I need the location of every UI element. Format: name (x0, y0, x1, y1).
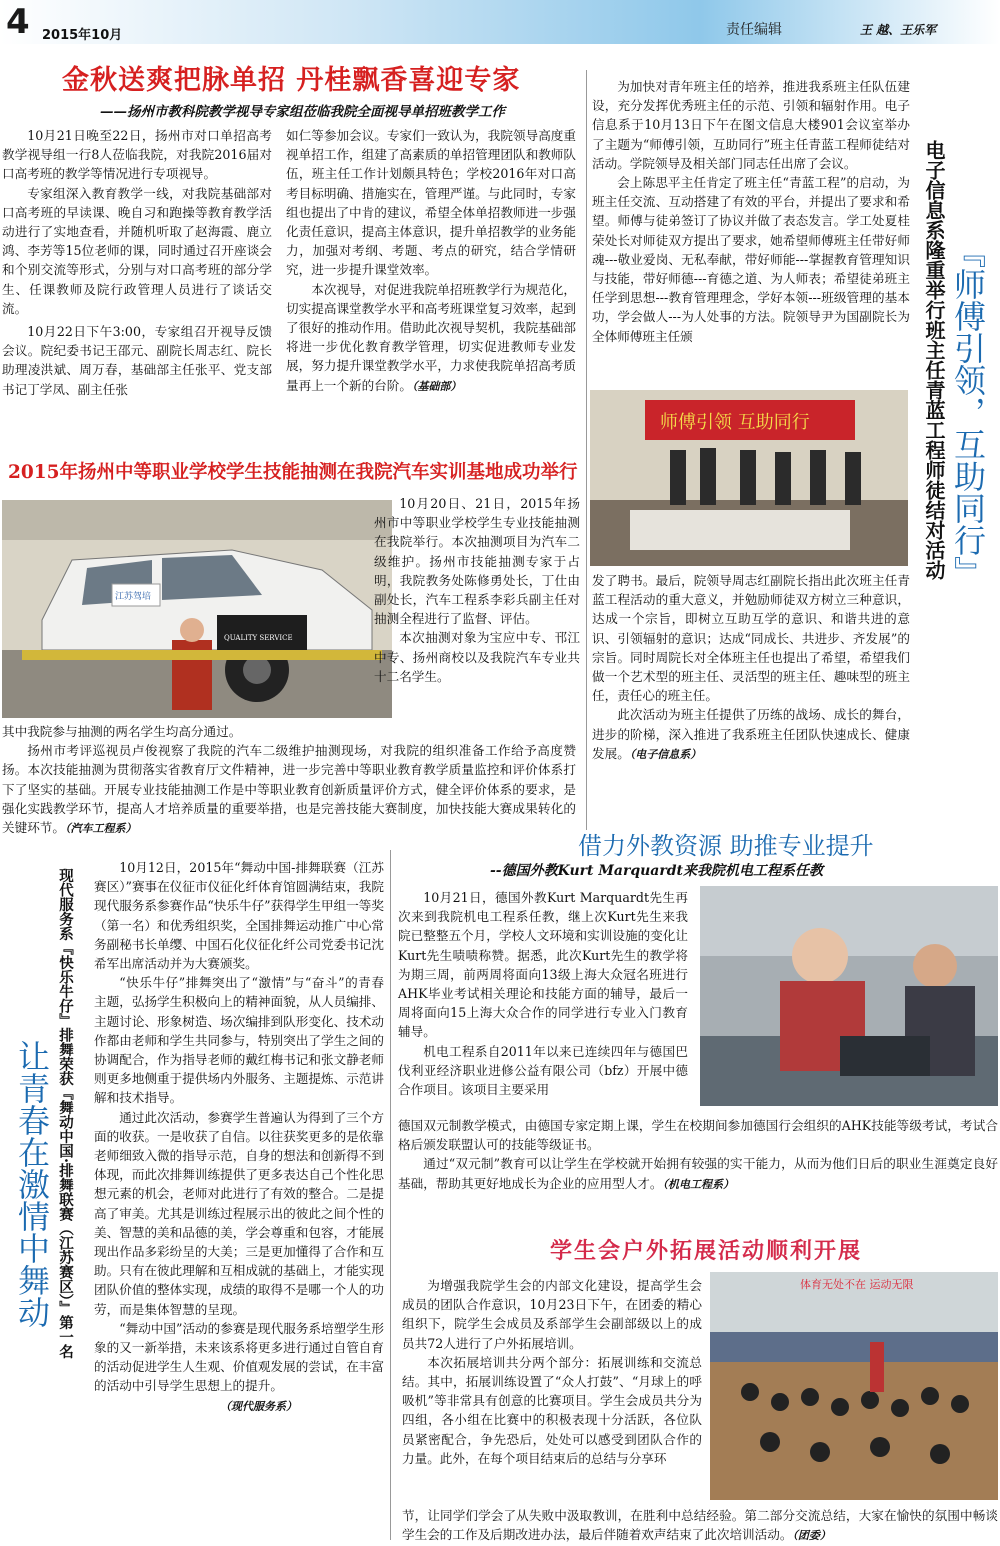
article3-top-text (592, 77, 910, 346)
mentoring-ceremony-photo (590, 390, 908, 566)
article6-column (402, 1276, 702, 1468)
article1-title: 金秋送爽把脉单招 丹桂飘香喜迎专家 (62, 65, 521, 96)
paragraph: 10月20日、21日，2015年扬州市中等职业学校学生专业技能抽测在我院举行。本次抽测项目为汽车二级维护。扬州市技能抽测专家于占明，我院教务处陈修勇处长，丁仕由副处长，汽车工程系李彩兵副主任对抽测全程进行了监督、评估。 (374, 496, 580, 627)
article2-title: 2015年扬州中等职业学校学生技能抽测在我院汽车实训基地成功举行 (8, 462, 578, 483)
article2-signature: （汽车工程系） (64, 822, 137, 836)
article5-signature: （机电工程系） (662, 1177, 734, 1191)
page-header-bar (0, 0, 1000, 44)
article4-vertical-title: 让青春在激情中舞动 (13, 1040, 51, 1328)
article4-vertical-subtitle: 现代服务系『快乐牛仔』排舞荣获『舞动中国·排舞联赛（江苏赛区）』第一名 (57, 868, 74, 1359)
article2-right-column (374, 494, 580, 686)
column-divider (390, 850, 391, 1540)
article4-signature-line (94, 1396, 384, 1416)
paragraph: “舞动中国”活动的参赛是现代服务系培塑学生形象的又一新举措，未来该系将更多进行通过自管自育的活动促进学生人生观、价值观发展的尝试，在丰富的活动中引导学生思想上的提升。 (94, 1320, 384, 1394)
paragraph (402, 1506, 998, 1545)
issue-date: 2015年10月 (42, 28, 123, 43)
teacher-photo-illustration (700, 886, 998, 1106)
paragraph-text: 通过“双元制”教育可以让学生在学校就开始拥有较强的实干能力，从而为他们日后的职业生涯奠定良好基础，帮助其更好地成长为企业的应用型人才。 (398, 1156, 998, 1191)
editor-names: 王 越、王乐军 (860, 23, 937, 37)
paragraph-text: 节，让同学们学会了从失败中汲取教训，在胜利中总结经验。第二部分交流总结，大家在愉快的氛围中畅谈学生会的工作及后期改进办法，最后伴随着欢声结束了此次培训活动。 (402, 1508, 998, 1543)
paragraph: 德国双元制教学模式，由德国专家定期上课，学生在校期间参加德国行会组织的AHK技能等级考试，考试合格后颁发联盟认可的技能等级证书。 (398, 1118, 998, 1153)
car-door-sign: 江苏驾培 (115, 592, 152, 602)
article6-title: 学生会户外拓展活动顺利开展 (550, 1238, 863, 1264)
article1-column-1 (2, 126, 272, 399)
article5-subtitle: --德国外教Kurt Marquardt来我院机电工程系任教 (490, 863, 823, 879)
paragraph: 机电工程系自2011年以来已连续四年与德国巴伐利亚经济职业进修公益有限公司（bfz）开展中德合作项目。该项目主要采用 (398, 1043, 688, 1098)
paragraph: 为增强我院学生会的内部文化建设，提高学生会成员的团队合作意识，10月23日下午，在团委的精心组织下，院学生会成员及系部学生会副部级以上的成员共72人进行了户外拓展培训。 (402, 1278, 702, 1351)
article2-bottom-text (2, 722, 576, 838)
article1-column-2 (286, 126, 576, 396)
article4-signature: （现代服务系） (220, 1399, 297, 1413)
article6-full-width-text (402, 1506, 998, 1545)
paragraph (592, 705, 910, 764)
paragraph: 专家组深入教育教学一线，对我院基础部对口高考班的早读课、晚自习和跑操等教育教学活动进行了实地查看，并随机听取了赵海霞、鹿立鸿、李芳等15位老师的课，同时通过召开座谈会和个别交流等形式，分别与对口高考班的部分学生、任课教师及院行政管理人员进行了谈话交流。 (2, 185, 272, 316)
article4-body (94, 858, 384, 1416)
paragraph-text: 本次视导，对促进我院单招班教学行为规范化，切实提高课堂教学水平和高考班课堂复习效率，起到了很好的推动作用。借助此次视导契机，我院基础部将进一步优化教育教学管理，切实促进教师专业发展，努力提升课堂教学水平，力求使我院单招高考质量再上一个新的台阶。 (286, 281, 576, 393)
paragraph: 会上陈思平主任肯定了班主任“青蓝工程”的启动，为班主任交流、互动搭建了有效的平台，并提出了要求和希望。师傅与徒弟签订了协议并做了表态发言。学工处夏桂荣处长对师徒双方提出了要求，她希望师傅班主任带好师魂---敬业爱岗、无私奉献，带好师能---掌握教育管理知识与技能，带好师德---育德之道、为人师表；希望徒弟班主任学到思想---教育管理理念，学好本领---班级管理的基本功，学会做人---为人处事的方法。院领导尹为国副院长为全体师傅班主任颁 (592, 175, 910, 344)
page-number: 4 (6, 2, 30, 42)
foreign-teacher-photo (700, 886, 998, 1106)
article3-bottom-text (592, 571, 910, 764)
paragraph-text: 扬州市考评巡视员卢俊视察了我院的汽车二级维护抽测现场，对我院的组织准备工作给予高度赞扬。本次技能抽测为贯彻落实省教育厅文件精神，进一步完善中等职业教育教学质量监控和评价体系打下了坚实的基础。开展专业技能抽测工作是中等职业教育创新质量评价方式，健全评价体系的要求，是强化实践教学环节，提高人才培养质量的重要举措，也是完善技能大赛制度，加快技能大赛成果转化的关键环节。 (2, 743, 576, 836)
paragraph: 10月12日，2015年“舞动中国-排舞联赛（江苏赛区）”赛事在仪征市仪征化纤体育馆圆满结束，我院现代服务系参赛作品“快乐牛仔”获得学生甲组一等奖（第一名）和优秀组织奖，全国排舞运动推广中心常务副秘书长单缨、中国石化仪征化纤公司党委书记沈希军出席活动并为大赛颁奖。 (94, 860, 384, 972)
article5-column (398, 888, 688, 1099)
paragraph: 为加快对青年班主任的培养，推进我系班主任队伍建设，充分发挥优秀班主任的示范、引领和辐射作用。电子信息系于10月13日下午在图文信息大楼901会议室举办了主题为“师傅引领，互助同行”班主任青蓝工程师徒结对活动。学院领导及相关部门同志任出席了会议。 (592, 79, 910, 171)
ceremony-photo-illustration (590, 390, 908, 566)
paragraph: 如仁等参加会议。专家们一致认为，我院领导高度重视单招工作，组建了高素质的单招管理团队和教师队伍，班主任工作计划颇具特色；学校2016年对口高考目标明确、措施实在，管理严谨。与此同时，专家组也提出了中肯的建议，希望全体单招教师进一步强化责任意识，提高主体意识，提升单招教学的业务能力，加强对考纲、考题、考点的研究，结合学情研究，进一步提升课堂效率。 (286, 128, 576, 278)
training-photo-illustration (710, 1272, 998, 1500)
car-photo-illustration (2, 500, 392, 718)
paragraph (398, 1154, 998, 1193)
gym-banner-text: 体育无处不在 运动无限 (800, 1278, 914, 1291)
paragraph: 10月21日，德国外教Kurt Marquardt先生再次来到我院机电工程系任教，继上次Kurt先生来我院已整整五个月，学校人文环境和实训设施的变化让Kurt先生啧啧称赞。据悉，此次Kurt先生的教学将为期三周，前两周将面向13级上海大众冠名班进行AHK毕业考试相关理论和技能方面的辅导，最后一周将面向15上海大众合作的同学进行专业入门教育辅导。 (398, 890, 688, 1040)
article1-signature: （基础部） (411, 379, 462, 393)
paragraph: 其中我院参与抽测的两名学生均高分通过。 (2, 724, 242, 739)
paragraph: 本次拓展培训共分两个部分：拓展训练和交流总结。其中，拓展训练设置了“众人打鼓”、“月球上的呼吸机”等非常具有创意的比赛项目。学生会成员共分为四组，各小组在比赛中的积极表现十分活跃，各位队员紧密配合，争先恐后，处处可以感受到团队合作的力量。此外，在每个项目结束后的总结与分享环 (402, 1354, 702, 1466)
article6-signature: （团委） (792, 1529, 831, 1543)
ceremony-banner-text: 师傅引领 互助同行 (660, 412, 810, 433)
fender-cover-text: QUALITY SERVICE (224, 634, 293, 642)
article5-title: 借力外教资源 助推专业提升 (578, 832, 874, 860)
student-union-training-photo (710, 1272, 998, 1500)
column-divider (586, 70, 587, 830)
article3-vertical-title: 『师傅引领，互助同行』 (949, 236, 987, 588)
article1-subtitle: ——扬州市教科院教学视导专家组莅临我院全面视导单招班教学工作 (100, 104, 505, 120)
article3-vertical-subtitle: 电子信息系隆重举行班主任青蓝工程师徒结对活动 (922, 140, 946, 580)
paragraph: 发了聘书。最后，院领导周志红副院长指出此次班主任青蓝工程活动的重大意义，并勉励师徒双方树立三种意识，达成一个宗旨，即树立互助互学的意识、和谐共进的意识、引领辐射的意识；达成“同成长、共进步、齐发展”的宗旨。同时周院长对全体班主任也提出了希望，希望我们做一个艺术型的班主任、灵活型的班主任、趣味型的班主任，责任心的班主任。 (592, 573, 910, 704)
article3-signature: （电子信息系） (629, 747, 702, 761)
paragraph-text: 此次活动为班主任提供了历练的战场、成长的舞台，进步的阶梯，深入推进了我系班主任团队快速成长、健康发展。 (592, 707, 910, 761)
article5-full-width-text (398, 1116, 998, 1194)
paragraph: “快乐牛仔”排舞突出了“激情”与“奋斗”的青春主题，弘扬学生积极向上的精神面貌，从人员编排、主题讨论、形象树造、场次编排到队形变化、技术动作都由老师和学生共同参与，特别突出了学生之间的协调配合，作为指导老师的戴红梅书记和张文静老师则更多地侧重于提供场内外服务、主题提炼、示范讲解和技术指导。 (94, 975, 384, 1106)
editor-label: 责任编辑 (726, 22, 782, 38)
car-inspection-photo (2, 500, 392, 718)
paragraph: 10月21日晚至22日，扬州市对口单招高考教学视导组一行8人莅临我院，对我院2016届对口高考班的教学等情况进行专项视导。 (2, 128, 272, 182)
paragraph (286, 280, 576, 396)
paragraph: 10月22日下午3:00，专家组召开视导反馈会议。院纪委书记王邵元、副院长周志红、院长助理凌洪斌、周万春，基础部主任张平、党支部书记丁学凤、副主任张 (2, 324, 272, 397)
paragraph (2, 741, 576, 838)
paragraph: 通过此次活动，参赛学生普遍认为得到了三个方面的收获。一是收获了自信。以往获奖更多的是依靠老师细致入微的指导示范，自身的想法和创新得不到体现，而此次排舞训练提供了更多表达自己个性化思想元素的机会，老师对此进行了有效的整合。二是提高了审美。尤其是训练过程展示出的彼此之间个性的美、智慧的美和品德的美，学会尊重和包容，才能展现出作品多彩纷呈的大美；三是更加懂得了合作和互助。只有在彼此理解和互相成就的基础上，才能实现团队价值的整体实现，成绩的取得不是哪一个人的功劳，而是集体智慧的呈现。 (94, 1109, 384, 1317)
paragraph: 本次抽测对象为宝应中专、邗江中专、扬州商校以及我院汽车专业共十二名学生。 (374, 630, 580, 684)
